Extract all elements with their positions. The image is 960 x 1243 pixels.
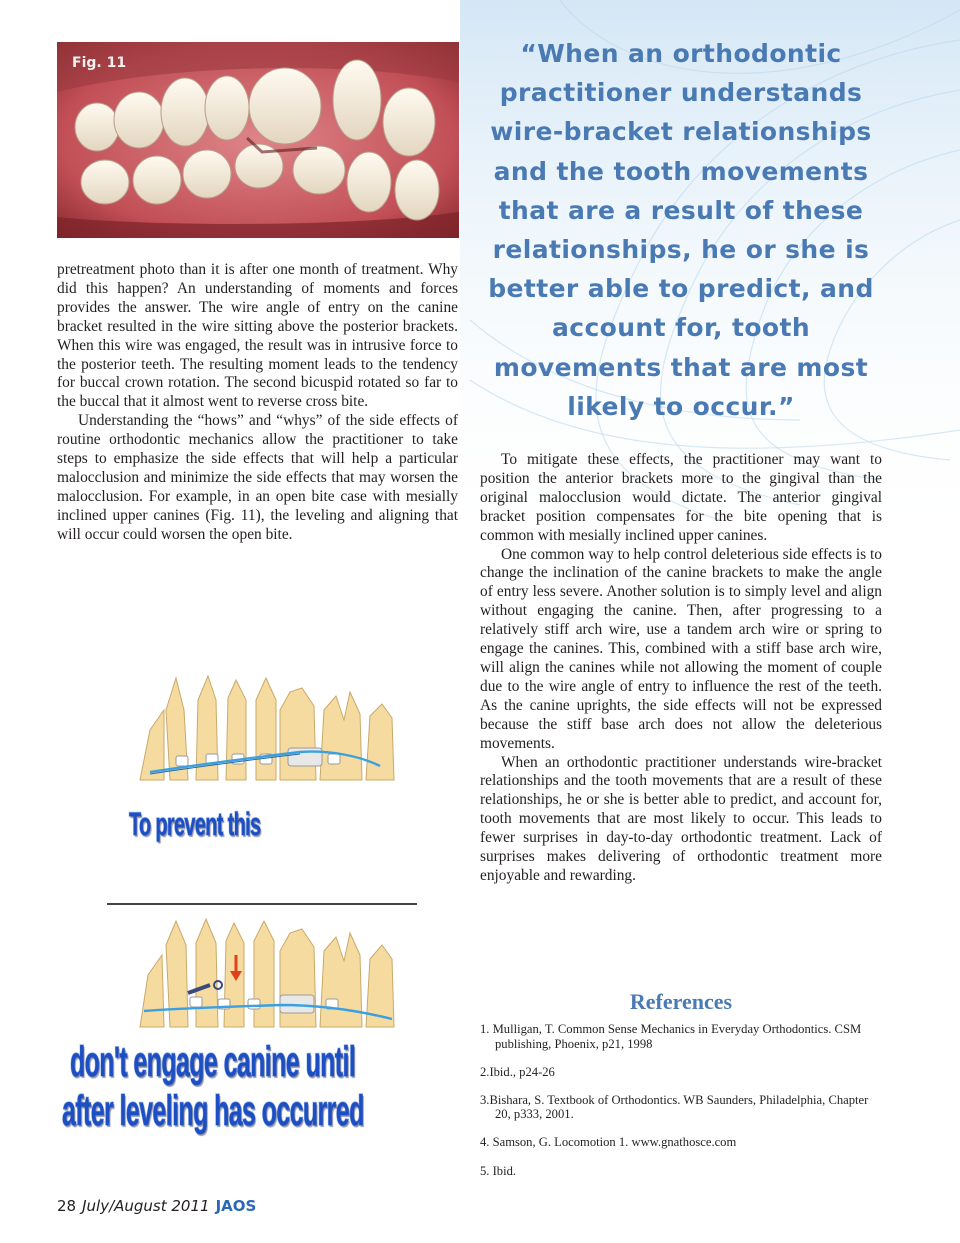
page-number: 28 <box>57 1197 77 1215</box>
page-footer <box>57 1197 256 1215</box>
tooth-diagram-engaged-canine <box>130 670 400 788</box>
col2-paragraph-3: When an orthodontic practitioner understands wire-bracket relationships and the tooth movements that are a result of these relationships, he or she is better able to predict, and account for, tooth movements that are most likely to occur. This leads to fewer surprises in day-to-day orthodontic treatment. Lack of surprises makes delivering of orthodontic treatment more enjoyable and rewarding. <box>480 753 882 884</box>
col1-paragraph-1: pretreatment photo than it is after one month of treatment. Why did this happen? An understanding of moments and forces provides the answer. The wire angle of entry on the canine bracket resulted in the wire sitting above the posterior brackets. When this wire was engaged, the result was in intrusive force to the posterior teeth. The resulting moment leads to the tendency for buccal crown rotation. The second bicuspid rotated so far to the buccal that it almost went to reverse cross bite. <box>57 261 458 411</box>
caption-after-leveling: after leveling has occurred <box>62 1087 364 1135</box>
col2-paragraph-2: One common way to help control deleterious side effects is to change the inclination of the canine brackets to make the angle of entry less severe. Another solution is to simply level and align without engaging the canine. Then, after progressing to a relatively stiff arch wire, use a tandem arch wire or spring to engage the canines. This, combined with a stiff base arch wire, will align the canines while not allowing the moment of couple due to the wire angle of entry to influence the rest of the teeth. As the canine uprights, the side effects will not be expressed because the stiff base arch does not allow the deleterious movements. <box>480 545 882 752</box>
col2-paragraph-1: To mitigate these effects, the practitioner may want to position the anterior brackets more to the gingival than the original malocclusion would dictate. The anterior gingival bracket position compensates for the bite opening that is common with mesially inclined upper canines. <box>480 451 882 544</box>
open-bite-photo <box>57 42 459 238</box>
references-heading: References <box>629 989 733 1014</box>
right-column <box>480 451 882 886</box>
reference-item: 1. Mulligan, T. Common Sense Mechanics in Everyday Orthodontics. CSM publishing, Phoenix, p21, 1998 <box>480 1022 862 1051</box>
issue-date: July/August 2011 <box>82 1197 210 1215</box>
magazine-name: JAOS <box>215 1197 257 1215</box>
left-column <box>57 261 458 545</box>
reference-item: 5. Ibid. <box>480 1163 517 1178</box>
figure-label: Fig. 11 <box>72 55 127 71</box>
pull-quote: “When an orthodontic practitioner understands wire-bracket relationships and the tooth movements that are a result of these relationships, he or she is better able to predict, and account for, tooth movements that are most likely to occur.” <box>488 39 874 421</box>
reference-item: 2.Ibid., p24-26 <box>480 1064 555 1079</box>
divider-rule <box>107 903 417 905</box>
caption-to-prevent-this: To prevent this <box>129 806 261 842</box>
caption-dont-engage-canine: don't engage canine until <box>70 1038 356 1086</box>
references-list <box>480 1022 882 1192</box>
col1-paragraph-2: Understanding the “hows” and “whys” of the side effects of routine orthodontic mechanics allow the practitioner to take steps to emphasize the side effects that will help a particular malocclusion and minimize the side effects that may worsen the malocclusion. For example, in an open bite case with mesially inclined upper canines (Fig. 11), the leveling and aligning that will occur could worsen the open bite. <box>57 412 458 543</box>
reference-item: 4. Samson, G. Locomotion 1. www.gnathosce.com <box>480 1135 737 1150</box>
tooth-diagram-unengaged-canine <box>130 915 400 1037</box>
reference-item: 3.Bishara, S. Textbook of Orthodontics. WB Saunders, Philadelphia, Chapter 20, p333, 2001. <box>480 1092 869 1122</box>
